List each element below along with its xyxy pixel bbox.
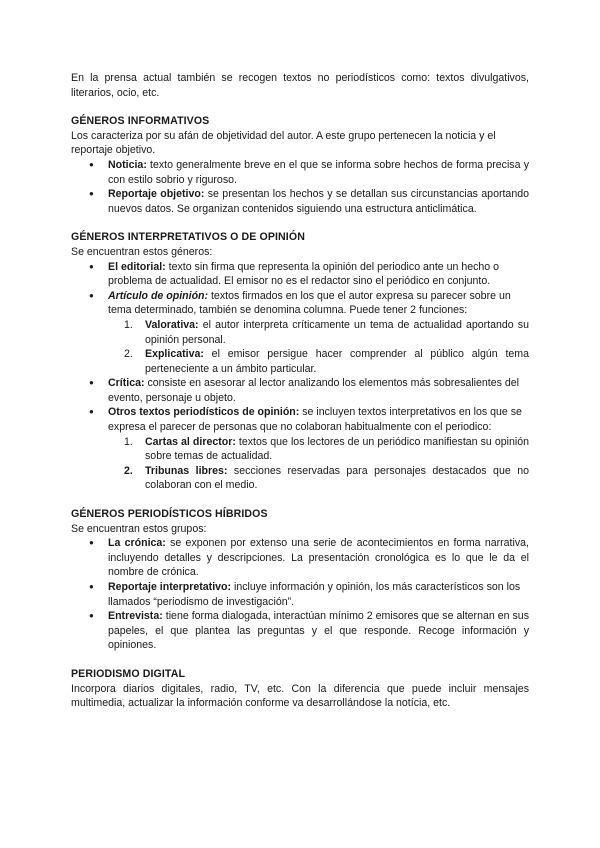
term-tribunas: Tribunas libres: — [145, 464, 228, 477]
lead-informativos: Los caracteriza por su afán de objetividad del autor. A este grupo pertenecen la noticia y el reportaje objetivo. — [71, 129, 496, 157]
term-editorial: El editorial: — [108, 260, 166, 273]
term-entrevista: Entrevista: — [108, 610, 163, 623]
lead-hibridos: Se encuentran estos grupos: — [71, 522, 207, 535]
lead-interpretativos: Se encuentran estos géneros: — [71, 245, 213, 258]
number-valorativa: 1. — [124, 318, 133, 331]
text-digital: Incorpora diarios digitales, radio, TV, etc. Con la diferencia que puede incluir mensajes multimedia, actualizar la información conforme va desarrollándose la notícia, etc. — [71, 682, 529, 710]
list-item-editorial — [71, 260, 529, 289]
sublist-otros — [108, 435, 529, 493]
sublist-item-explicativa — [108, 347, 529, 376]
sublist-item-cartas — [108, 435, 529, 464]
list-item-articulo-opinion — [71, 289, 529, 377]
list-item-entrevista — [71, 609, 529, 653]
text-reportaje-objetivo: se presentan los hechos y se detallan sus circunstancias aportando nuevos datos. Se organizan contenidos siguiendo una estructura anticlimática. — [108, 188, 529, 215]
sublist-item-tribunas — [108, 464, 529, 493]
text-cartas: textos que los lectores de un periódico manifiestan su opinión sobre temas de actualidad. — [145, 435, 529, 463]
list-item-cronica — [71, 536, 529, 580]
sublist-item-valorativa — [108, 318, 529, 347]
term-reportaje-objetivo: Reportaje objetivo: — [108, 188, 205, 201]
heading-interpretativos: GÉNEROS INTERPRETATIVOS O DE OPINIÓN — [71, 231, 305, 244]
heading-hibridos: GÉNEROS PERIODÍSTICOS HÍBRIDOS — [71, 508, 268, 521]
list-item-reportaje-interpretativo — [71, 580, 529, 609]
number-explicativa: 2. — [124, 348, 133, 361]
text-tribunas: secciones reservadas para personajes destacados que no colaboran con el medio. — [145, 464, 529, 492]
term-valorativa: Valorativa: — [145, 318, 199, 331]
text-entrevista: tiene forma dialogada, interactúan mínimo 2 emisores que se alternan en sus papeles, el que plantea las preguntas y el que responde. Recoge información y opiniones. — [108, 610, 529, 652]
list-item-critica — [71, 376, 529, 405]
text-cronica: se exponen por extenso una serie de acontecimientos en forma narrativa, incluyendo detalles y descripciones. La presentación cronológica es lo que le da el nombre de crónica. — [108, 537, 529, 579]
text-reportaje-interpretativo: incluye información y opinión, los más característicos son los llamados “periodismo de investigación”. — [108, 581, 521, 608]
term-critica: Crítica: — [108, 377, 145, 390]
document-body — [71, 71, 529, 711]
term-otros-textos: Otros textos periodísticos de opinión: — [108, 406, 300, 419]
text-otros-textos: se incluyen textos interpretativos en los que se expresa el parecer de personas que no colaboran habitualmente con el periodico: — [108, 406, 522, 434]
list-item-otros-textos — [71, 405, 529, 493]
section-informativos — [71, 114, 529, 216]
heading-informativos: GÉNEROS INFORMATIVOS — [71, 115, 210, 128]
section-interpretativos — [71, 230, 529, 493]
term-noticia: Noticia: — [108, 158, 147, 171]
text-articulo-opinion: textos firmados en los que el autor expresa su parecer sobre un tema determinado, también se denomina columna. Puede tener 2 funciones: — [108, 289, 511, 317]
list-item-reportaje-objetivo — [71, 187, 529, 216]
heading-digital: PERIODISMO DIGITAL — [71, 667, 186, 680]
section-digital — [71, 667, 529, 711]
number-cartas: 1. — [124, 435, 133, 448]
list-informativos — [71, 158, 529, 216]
number-tribunas: 2. — [124, 464, 133, 477]
text-explicativa: el emisor persigue hacer comprender al público algún tema perteneciente a un ámbito particular. — [145, 348, 529, 375]
term-explicativa: Explicativa: — [145, 348, 204, 361]
text-critica: consiste en asesorar al lector analizando los elementos más sobresalientes del evento, personaje u objeto. — [108, 377, 520, 404]
term-articulo-opinion: Artículo de opinión: — [108, 289, 209, 302]
section-hibridos — [71, 507, 529, 653]
text-valorativa: el autor interpreta críticamente un tema de actualidad aportando su opinión personal. — [145, 318, 529, 346]
sublist-articulo — [108, 318, 529, 376]
term-cronica: La crónica: — [108, 537, 166, 550]
list-interpretativos — [71, 260, 529, 494]
text-noticia: texto generalmente breve en el que se informa sobre hechos de forma precisa y con estilo sobrio y riguroso. — [108, 158, 529, 186]
term-cartas: Cartas al director: — [145, 435, 236, 448]
list-hibridos — [71, 536, 529, 653]
term-reportaje-interpretativo: Reportaje interpretativo: — [108, 581, 232, 593]
intro-paragraph: En la prensa actual también se recogen textos no periodísticos como: textos divulgativos, literarios, ocio, etc. — [71, 72, 529, 99]
text-editorial: texto sin firma que representa la opinión del periodico ante un hecho o problema de actualidad. El emisor no es el redactor sino el periódico en conjunto. — [108, 260, 500, 288]
list-item-noticia — [71, 158, 529, 187]
